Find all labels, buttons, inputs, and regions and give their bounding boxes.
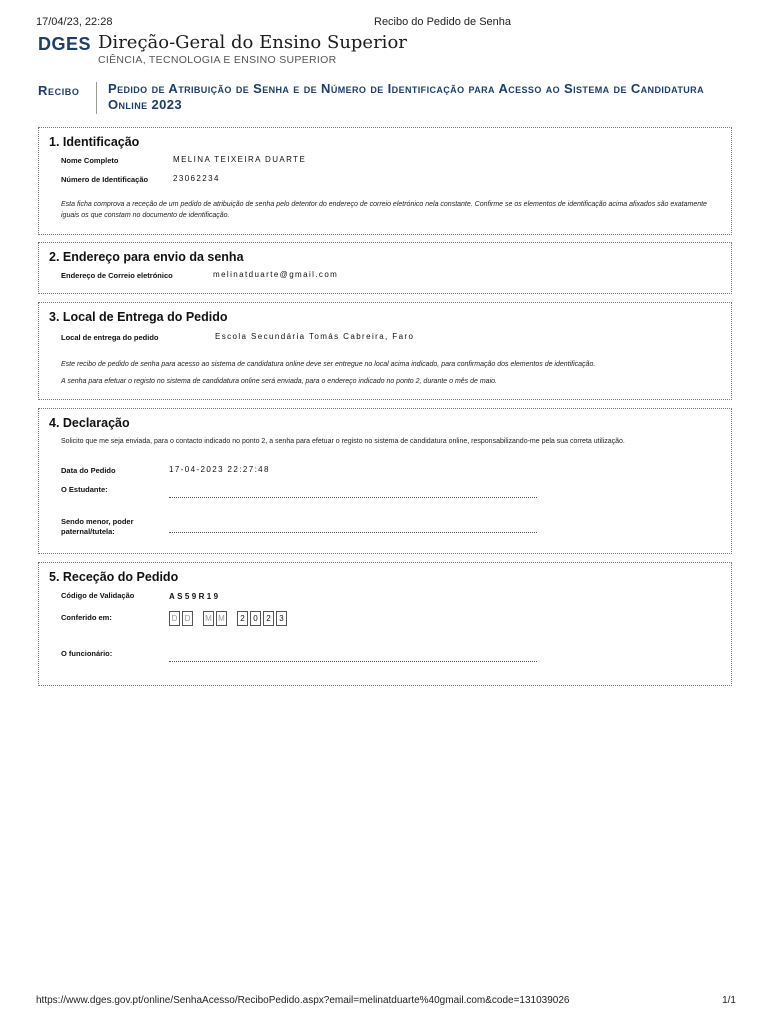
section-heading: 2. Endereço para envio da senha [49,250,244,264]
day-box: D [169,611,180,626]
logo-acronym: DGES [38,34,92,54]
print-date: 17/04/23, 22:28 [36,16,113,28]
day-box: D [182,611,193,626]
dges-logo [38,34,538,70]
student-label: O Estudante: [61,485,108,494]
print-footer [36,995,736,1009]
student-signature-line [169,497,537,498]
month-box: M [216,611,227,626]
code-label: Código de Validação [61,591,135,600]
email-value: melinatduarte@gmail.com [213,270,339,279]
section-heading: 5. Receção do Pedido [49,570,179,584]
recibo-label: Recibo [38,83,80,98]
month-box: M [203,611,214,626]
year-box: 3 [276,611,287,626]
year-box: 0 [250,611,261,626]
guardian-label-line2: paternal/tutela: [61,527,115,536]
clerk-signature-line [169,661,537,662]
id-label: Número de Identificação [61,175,149,184]
page-url: https://www.dges.gov.pt/online/SenhaAcesso/ReciboPedido.aspx?email=melinatduarte%40gmail.com&code=131039026 [36,995,570,1006]
checked-label: Conferido em: [61,613,112,622]
section-heading: 1. Identificação [49,135,140,149]
name-value: MELINA TEIXEIRA DUARTE [173,155,307,164]
print-header [36,16,732,30]
clerk-label: O funcionário: [61,649,113,658]
password-note: A senha para efetuar o registo no sistema de candidatura online será enviada, para o endereço indicado no ponto 2, durante o mês de maio. [61,378,497,385]
logo-name: Direção-Geral do Ensino Superior [98,32,407,53]
recibo-title: Pedido de Atribuição de Senha e de Número de Identificação para Acesso ao Sistema de Candidatura Online 2023 [108,81,704,112]
recibo-divider [96,82,97,114]
section-local-entrega [38,302,732,400]
declaration-text: Solicito que me seja enviada, para o contacto indicado no ponto 2, a senha para efetuar o registo no sistema de candidatura online, responsabilizando-me pela sua correta utilização. [61,438,625,445]
guardian-signature-line [169,532,537,533]
logo-subtitle: CIÊNCIA, TECNOLOGIA E ENSINO SUPERIOR [98,54,337,66]
delivery-note: Este recibo de pedido de senha para acesso ao sistema de candidatura online deve ser entregue no local acima indicado, para confirmação dos elementos de identificação. [61,361,596,368]
year-box: 2 [263,611,274,626]
section-endereco [38,242,732,294]
section-heading: 4. Declaração [49,416,130,430]
section-declaracao [38,408,732,554]
place-value: Escola Secundária Tomás Cabreira, Faro [215,332,415,341]
recibo-header [38,80,738,120]
validation-code: AS59R19 [169,592,221,601]
id-value: 23062234 [173,174,220,183]
place-label: Local de entrega do pedido [61,333,159,342]
section-rececao [38,562,732,686]
date-label: Data do Pedido [61,466,116,475]
year-box: 2 [237,611,248,626]
print-title: Recibo do Pedido de Senha [374,16,511,28]
identification-note: Esta ficha comprova a receção de um pedido de atribuição de senha pelo detentor do endereço de correio eletrónico nela constante. Confirme se os elementos de identificação acima afixados são exatamente iguais os que constam no documento de identificação. [61,201,707,219]
date-value: 17-04-2023 22:27:48 [169,465,270,474]
checked-date-boxes [169,611,287,626]
guardian-label-line1: Sendo menor, poder [61,517,134,526]
email-label: Endereço de Correio eletrónico [61,271,173,280]
section-heading: 3. Local de Entrega do Pedido [49,310,228,324]
page-number: 1/1 [722,995,736,1006]
name-label: Nome Completo [61,156,119,165]
section-identificacao [38,127,732,235]
